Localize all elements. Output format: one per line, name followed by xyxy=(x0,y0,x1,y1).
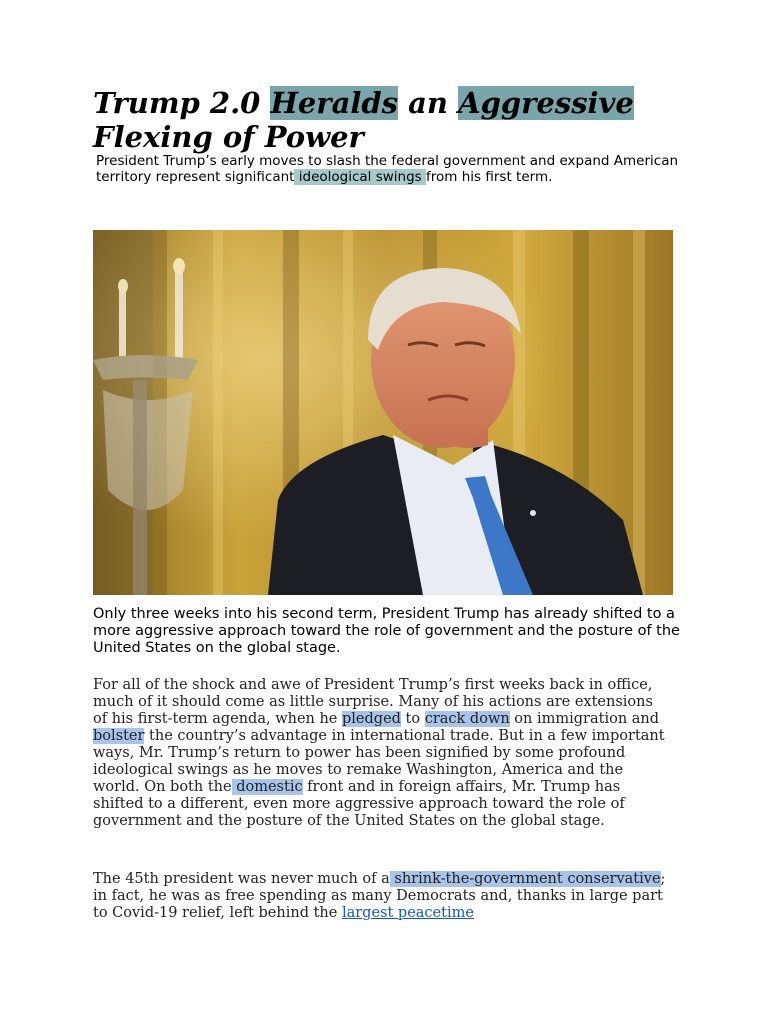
largest-peacetime-link[interactable]: largest peacetime xyxy=(341,905,474,921)
article-lead: Only three weeks into his second term, President Trump has already shifted to a more aggressive approach toward the role of government and the posture of the United States on the global stage. xyxy=(93,606,680,656)
article-title xyxy=(93,86,693,154)
paragraph-text: For all of the shock and awe of President Trump’s first weeks back in office, much of it should come as little surprise. Many of his actions are extensions of his first-term agenda, when he xyxy=(93,677,653,727)
subtitle-text: President Trump’s early moves to slash the federal government and expand American territory represent significant xyxy=(96,153,679,185)
title-text: Flexing of Power xyxy=(93,120,364,154)
article-subtitle xyxy=(96,153,696,185)
highlight-domestic: domestic xyxy=(231,779,303,795)
highlight-shrink-the-government: shrink-the-government conservative xyxy=(389,871,661,887)
article-photo xyxy=(93,230,673,595)
paragraph-text: ; in fact, he was as free spending as many Democrats and, thanks in large part to Covid-19 relief, left behind the xyxy=(93,871,666,921)
paragraph-text: front and in foreign affairs, Mr. Trump has shifted to a different, even more aggressive approach toward the role of government and the posture of the United States on the global stage. xyxy=(93,779,625,829)
title-highlight-aggressive: Aggressive xyxy=(458,86,634,120)
highlight-crack-down: crack down xyxy=(424,711,510,727)
article-paragraph-1 xyxy=(93,677,668,830)
title-highlight-heralds: Heralds xyxy=(270,86,398,120)
paragraph-text: on immigration and xyxy=(509,711,660,727)
title-text: Trump 2.0 xyxy=(93,86,271,120)
paragraph-text: the country’s advantage in international trade. But in a few important ways, Mr. Trump’s return to power has been signified by some profound ideological swings as he moves to remake Washington, America and the world. On both the xyxy=(93,728,665,795)
title-text: an xyxy=(398,86,459,120)
trump-photo-illustration xyxy=(93,230,673,595)
highlight-bolster: bolster xyxy=(93,728,145,744)
subtitle-text: from his first term. xyxy=(426,169,553,185)
paragraph-text: The 45th president was never much of a xyxy=(93,871,390,887)
highlight-pledged: pledged xyxy=(342,711,401,727)
paragraph-text: to xyxy=(400,711,425,727)
subtitle-highlight: ideological swings xyxy=(294,169,427,185)
article-paragraph-2 xyxy=(93,871,668,922)
